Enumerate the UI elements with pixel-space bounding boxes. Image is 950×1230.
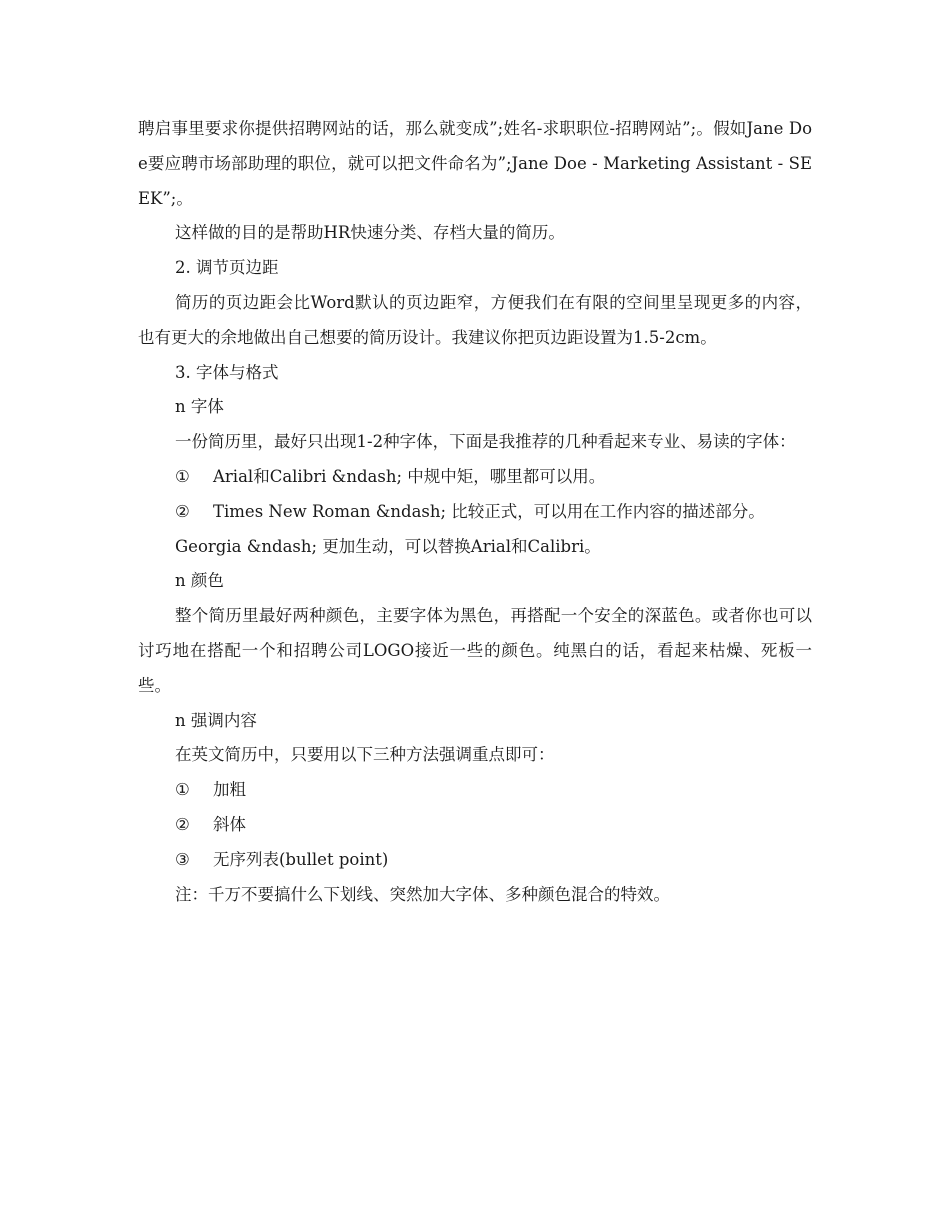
list-marker: ①: [175, 466, 190, 486]
list-item-text: Times New Roman &ndash; 比较正式，可以用在工作内容的描述部分。: [213, 501, 765, 521]
line-georgia: Georgia &ndash; 更加生动，可以替换Arial和Calibri。: [175, 536, 601, 556]
list-item-italic: [138, 808, 812, 843]
paragraph-color: 整个简历里最好两种颜色，主要字体为黑色，再搭配一个安全的深蓝色。或者你也可以讨巧地在搭配一个和招聘公司LOGO接近一些的颜色。纯黑白的话，看起来枯燥、死板一些。: [138, 606, 812, 695]
paragraph-purpose: 这样做的目的是帮助HR快速分类、存档大量的简历。: [175, 223, 565, 243]
paragraph-emphasis-intro: 在英文简历中，只要用以下三种方法强调重点即可：: [175, 745, 555, 765]
heading-margins: 2. 调节页边距: [175, 258, 279, 278]
list-marker: ②: [175, 501, 190, 521]
heading-fonts-format: 3. 字体与格式: [175, 362, 279, 382]
paragraph-fonts-intro: 一份简历里，最好只出现1-2种字体，下面是我推荐的几种看起来专业、易读的字体：: [175, 432, 796, 452]
subheading-fonts: n 字体: [175, 397, 224, 417]
paragraph-margins: 简历的页边距会比Word默认的页边距窄，方便我们在有限的空间里呈现更多的内容，也有更大的余地做出自己想要的简历设计。我建议你把页边距设置为1.5-2cm。: [138, 292, 812, 347]
list-marker: ①: [175, 780, 190, 800]
paragraph-note: 注：千万不要搞什么下划线、突然加大字体、多种颜色混合的特效。: [175, 884, 670, 904]
list-item-font-arial: [138, 460, 812, 495]
list-marker: ②: [175, 814, 190, 834]
list-item-text: 无序列表(bullet point): [213, 849, 389, 869]
list-item-bold: [138, 773, 812, 808]
list-item-text: 加粗: [213, 780, 246, 800]
subheading-emphasis: n 强调内容: [175, 710, 257, 730]
subheading-color: n 颜色: [175, 571, 224, 591]
list-item-text: Arial和Calibri &ndash; 中规中矩，哪里都可以用。: [213, 466, 606, 486]
list-item-font-times: [138, 495, 812, 530]
list-marker: ③: [175, 849, 190, 869]
paragraph-file-naming: 聘启事里要求你提供招聘网站的话，那么就变成”;姓名-求职职位-招聘网站”;。假如Jane Doe要应聘市场部助理的职位，就可以把文件命名为”;Jane Doe - Marketing Assistant - SEEK”;。: [138, 119, 812, 208]
document-page: [138, 112, 812, 912]
list-item-bullet: [138, 843, 812, 878]
list-item-text: 斜体: [213, 814, 246, 834]
